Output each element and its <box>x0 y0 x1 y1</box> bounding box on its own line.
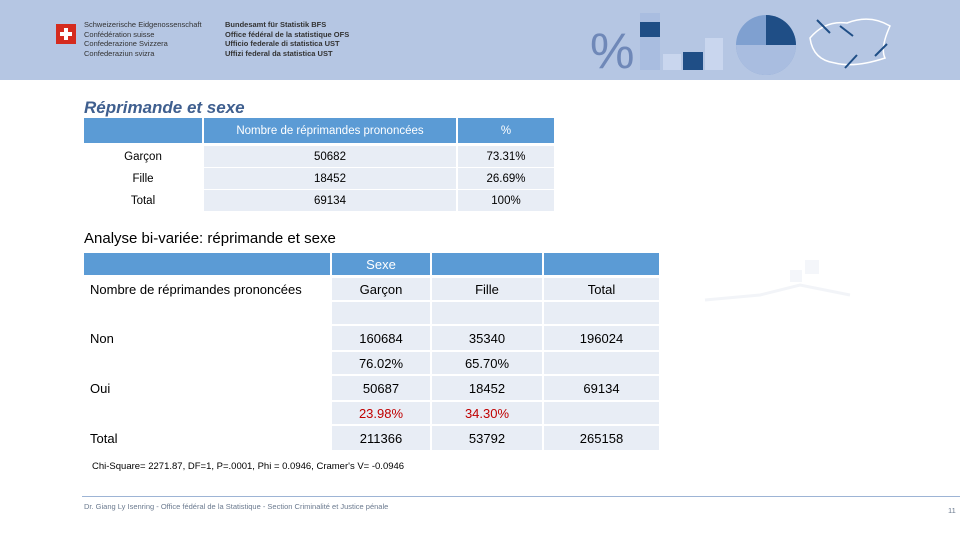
table1-count: 69134 <box>204 190 456 211</box>
table2-count: 69134 <box>544 376 659 400</box>
table2-count: 35340 <box>432 326 542 350</box>
table2-col-header-garcon: Garçon <box>332 278 430 300</box>
faint-chart-decoration-icon <box>700 255 860 315</box>
table1-header-empty <box>84 118 202 143</box>
table2-count: 18452 <box>432 376 542 400</box>
table2-col-header-total: Total <box>544 278 659 300</box>
footer-author: Dr. Giang Ly Isenring - Office fédéral de la Statistique - Section Criminalité et Justice pénale <box>84 502 389 511</box>
header-banner <box>0 0 960 80</box>
table2-count: 160684 <box>332 326 430 350</box>
percent-icon: % <box>590 23 635 76</box>
name-fr: Confédération suisse <box>84 29 155 39</box>
footer-divider <box>82 496 960 497</box>
table1-percent: 26.69% <box>458 168 554 189</box>
statistics-decoration-icon <box>585 8 915 76</box>
table2-count: 211366 <box>332 426 430 450</box>
table2-percent-highlight: 23.98% <box>332 402 430 424</box>
table1-row-label: Fille <box>132 172 154 185</box>
table2-header-blank <box>544 253 659 275</box>
table2-percent: 76.02% <box>332 352 430 374</box>
table2-row-label-non: Non <box>90 330 114 346</box>
table2-row-label-total: Total <box>90 430 118 446</box>
table2-percent: 65.70% <box>432 352 542 374</box>
table2-percent <box>544 402 659 424</box>
office-it: Ufficio federale di statistica UST <box>225 39 340 49</box>
name-rm: Confederaziun svizra <box>84 48 155 58</box>
table2-row-label-oui: Oui <box>90 380 111 396</box>
table1-percent: 100% <box>458 190 554 211</box>
table1-percent: 73.31% <box>458 146 554 167</box>
table2-spacer <box>544 302 659 324</box>
table1-count: 18452 <box>204 168 456 189</box>
table2-count: 196024 <box>544 326 659 350</box>
table1-count: 50682 <box>204 146 456 167</box>
table2-row-label-header: Nombre de réprimandes prononcées <box>90 281 302 297</box>
name-de: Schweizerische Eidgenossenschaft <box>84 20 202 29</box>
office-rm: Uffizi federal da statistica UST <box>225 48 333 58</box>
table1-row-label: Total <box>130 194 156 207</box>
name-it: Confederazione Svizzera <box>84 39 168 49</box>
office-fr: Office fédéral de la statistique OFS <box>225 29 350 39</box>
table2-spacer <box>332 302 430 324</box>
page-number: 11 <box>948 506 956 515</box>
swiss-flag-icon <box>56 24 76 44</box>
table1-row-label: Garçon <box>124 150 162 163</box>
confederation-names <box>84 20 202 58</box>
section-title-bivariate: Analyse bi-variée: réprimande et sexe <box>84 230 336 247</box>
table2-group-header-sexe: Sexe <box>332 253 430 275</box>
table2-percent <box>544 352 659 374</box>
table2-header-blank <box>432 253 542 275</box>
table2-count: 50687 <box>332 376 430 400</box>
chi-square-statistics: Chi-Square= 2271.87, DF=1, P=.0001, Phi = 0.0946, Cramer's V= -0.0946 <box>92 461 405 472</box>
table2-percent-highlight: 34.30% <box>432 402 542 424</box>
table2-col-header-fille: Fille <box>432 278 542 300</box>
table2-count: 265158 <box>544 426 659 450</box>
office-de: Bundesamt für Statistik BFS <box>225 20 327 29</box>
table2-count: 53792 <box>432 426 542 450</box>
table2-spacer <box>432 302 542 324</box>
section-title-reprimande-sexe: Réprimande et sexe <box>84 98 245 117</box>
table2-header-blank <box>84 253 330 275</box>
office-names <box>225 20 349 58</box>
table1-header-percent: % <box>458 118 554 143</box>
table1-header-count: Nombre de réprimandes prononcées <box>204 118 456 143</box>
